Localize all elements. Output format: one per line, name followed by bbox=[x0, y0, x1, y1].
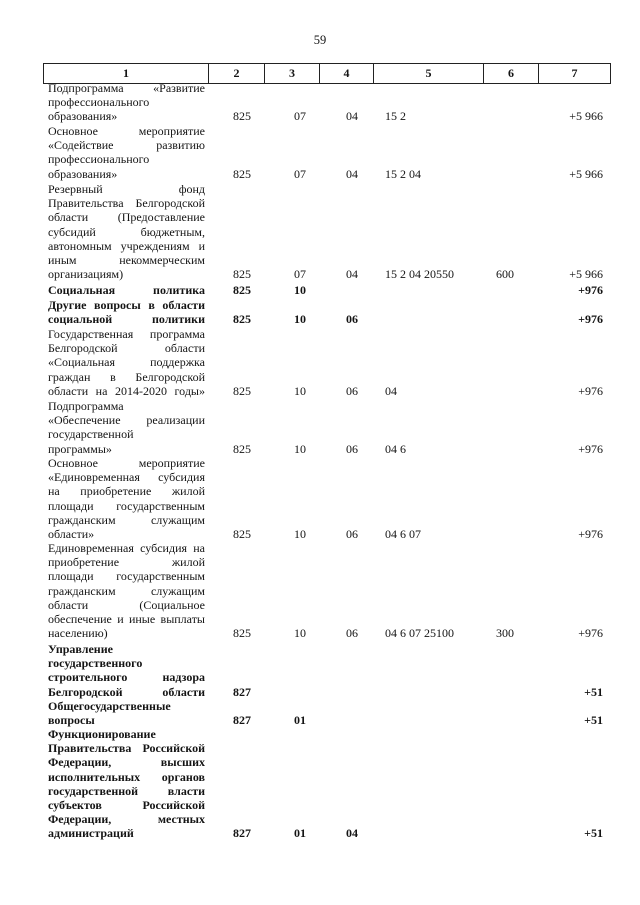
row-name-line: Социальная политика bbox=[48, 283, 205, 297]
cell-amount: +51 bbox=[584, 713, 603, 728]
cell-code: 825 bbox=[233, 626, 251, 641]
page-number: 59 bbox=[313, 33, 327, 47]
cell-code: 825 bbox=[233, 283, 251, 297]
row-name bbox=[48, 541, 205, 640]
cell-code: 827 bbox=[233, 826, 251, 841]
row-name-line: субъектов Российской bbox=[48, 798, 205, 813]
cell-amount: +51 bbox=[584, 826, 603, 841]
row-name-line: субсидий бюджетным, bbox=[48, 224, 205, 239]
cell-expense-type: 600 bbox=[496, 267, 514, 282]
row-name-line: Белгородской области bbox=[48, 341, 205, 356]
cell-amount: +976 bbox=[578, 527, 603, 541]
cell-expense-type: 300 bbox=[496, 626, 514, 641]
row-name-line: «Обеспечение реализации bbox=[48, 413, 205, 428]
row-name-line: иным некоммерческим bbox=[48, 253, 205, 268]
row-name-line: области (Предоставление bbox=[48, 210, 205, 225]
cell-target-article: 15 2 04 bbox=[385, 166, 421, 181]
row-name-line: программы» bbox=[48, 441, 112, 456]
row-name-line: на приобретение жилой bbox=[48, 484, 205, 499]
cell-target-article: 15 2 04 20550 bbox=[385, 267, 454, 282]
cell-section: 07 bbox=[294, 267, 306, 282]
row-name-line: государственной власти bbox=[48, 783, 205, 798]
row-name-line: Другие вопросы в области bbox=[48, 298, 205, 312]
cell-section: 10 bbox=[294, 312, 306, 327]
cell-subsection: 04 bbox=[346, 109, 358, 124]
cell-section: 07 bbox=[294, 109, 306, 124]
row-name-line: площади государственным bbox=[48, 569, 205, 584]
row-name-line: профессионального bbox=[48, 152, 150, 167]
row-name-line: социальной политики bbox=[48, 312, 205, 327]
row-name-line: «Социальная поддержка bbox=[48, 355, 205, 370]
cell-section: 10 bbox=[294, 527, 306, 541]
row-name-line: Управление bbox=[48, 642, 113, 656]
cell-target-article: 04 6 bbox=[385, 441, 406, 456]
cell-subsection: 04 bbox=[346, 267, 358, 282]
row-name bbox=[48, 727, 205, 841]
cell-code: 827 bbox=[233, 684, 251, 699]
row-name-line: «Содействие развитию bbox=[48, 138, 205, 153]
cell-subsection: 04 bbox=[346, 166, 358, 181]
header-col-1: 1 bbox=[123, 66, 129, 80]
cell-code: 827 bbox=[233, 713, 251, 728]
row-name-line: Единовременная субсидия на bbox=[48, 541, 205, 555]
cell-amount: +5 966 bbox=[569, 166, 603, 181]
row-name-line: Федерации, местных bbox=[48, 812, 205, 827]
row-name-line: Основное мероприятие bbox=[48, 124, 205, 138]
row-name-line: вопросы bbox=[48, 713, 95, 728]
cell-target-article: 04 6 07 bbox=[385, 527, 421, 541]
row-name-line: Белгородской области bbox=[48, 684, 205, 699]
header-col-6: 6 bbox=[483, 64, 538, 83]
cell-amount: +51 bbox=[584, 684, 603, 699]
cell-section: 10 bbox=[294, 441, 306, 456]
cell-section: 10 bbox=[294, 626, 306, 641]
header-col-5: 5 bbox=[373, 64, 483, 83]
cell-code: 825 bbox=[233, 109, 251, 124]
row-name-line: образования» bbox=[48, 166, 118, 181]
cell-target-article: 04 bbox=[385, 383, 397, 398]
row-name-line: обеспечение и иные выплаты bbox=[48, 612, 205, 627]
row-name-line: области (Социальное bbox=[48, 597, 205, 612]
header-col-3: 3 bbox=[264, 64, 319, 83]
cell-code: 825 bbox=[233, 527, 251, 541]
row-name-line: области» bbox=[48, 527, 95, 542]
row-name-line: Резервный фонд bbox=[48, 182, 205, 196]
row-name bbox=[48, 298, 205, 326]
row-name-line: гражданским служащим bbox=[48, 583, 205, 598]
cell-amount: +976 bbox=[578, 283, 603, 297]
cell-subsection: 06 bbox=[346, 383, 358, 398]
row-name-line: гражданским служащим bbox=[48, 512, 205, 527]
row-name-line: приобретение жилой bbox=[48, 555, 205, 570]
cell-code: 825 bbox=[233, 383, 251, 398]
row-name-line: автономным учреждениям и bbox=[48, 238, 205, 253]
row-name-line: Федерации, высших bbox=[48, 755, 205, 770]
cell-amount: +5 966 bbox=[569, 109, 603, 124]
row-name-line: государственного bbox=[48, 656, 143, 671]
row-name bbox=[48, 399, 205, 456]
row-name-line: государственной bbox=[48, 427, 134, 442]
cell-subsection: 06 bbox=[346, 441, 358, 456]
row-name bbox=[48, 283, 205, 297]
cell-code: 825 bbox=[233, 267, 251, 282]
row-name-line: населению) bbox=[48, 626, 108, 641]
cell-code: 825 bbox=[233, 441, 251, 456]
cell-amount: +5 966 bbox=[569, 267, 603, 282]
cell-amount: +976 bbox=[578, 312, 603, 327]
row-name-line: Государственная программа bbox=[48, 327, 205, 341]
cell-amount: +976 bbox=[578, 626, 603, 641]
cell-target-article: 04 6 07 25100 bbox=[385, 626, 454, 641]
row-name bbox=[48, 456, 205, 541]
cell-section: 01 bbox=[294, 713, 306, 728]
row-name bbox=[48, 327, 205, 398]
row-name-line: граждан в Белгородской bbox=[48, 369, 205, 384]
cell-section: 10 bbox=[294, 383, 306, 398]
row-name-line: Общегосударственные bbox=[48, 699, 171, 713]
row-name-line: организациям) bbox=[48, 267, 124, 282]
cell-target-article: 15 2 bbox=[385, 109, 406, 124]
cell-code: 825 bbox=[233, 312, 251, 327]
cell-subsection: 06 bbox=[346, 527, 358, 541]
row-name-line: Правительства Белгородской bbox=[48, 196, 205, 211]
header-col-4: 4 bbox=[319, 64, 373, 83]
row-name-line: администраций bbox=[48, 826, 134, 841]
row-name-line: Подпрограмма bbox=[48, 399, 124, 413]
row-name bbox=[48, 699, 205, 727]
row-name-line: области на 2014-2020 годы» bbox=[48, 383, 205, 398]
row-name bbox=[48, 81, 205, 124]
header-col-7: 7 bbox=[538, 64, 610, 83]
cell-section: 07 bbox=[294, 166, 306, 181]
row-name bbox=[48, 182, 205, 281]
row-name-line: профессионального bbox=[48, 95, 150, 110]
row-name-line: образования» bbox=[48, 109, 118, 124]
cell-amount: +976 bbox=[578, 441, 603, 456]
cell-amount: +976 bbox=[578, 383, 603, 398]
cell-section: 10 bbox=[294, 283, 306, 297]
row-name-line: исполнительных органов bbox=[48, 769, 205, 784]
cell-subsection: 06 bbox=[346, 626, 358, 641]
row-name-line: Основное мероприятие bbox=[48, 456, 205, 470]
row-name-line: Подпрограмма «Развитие bbox=[48, 81, 205, 95]
cell-code: 825 bbox=[233, 166, 251, 181]
row-name-line: строительного надзора bbox=[48, 670, 205, 685]
header-col-2: 2 bbox=[208, 64, 264, 83]
row-name bbox=[48, 124, 205, 181]
cell-subsection: 06 bbox=[346, 312, 358, 327]
row-name bbox=[48, 642, 205, 699]
cell-subsection: 04 bbox=[346, 826, 358, 841]
row-name-line: Функционирование bbox=[48, 727, 156, 741]
row-name-line: «Единовременная субсидия bbox=[48, 470, 205, 485]
row-name-line: Правительства Российской bbox=[48, 741, 205, 756]
cell-section: 01 bbox=[294, 826, 306, 841]
row-name-line: площади государственным bbox=[48, 498, 205, 513]
